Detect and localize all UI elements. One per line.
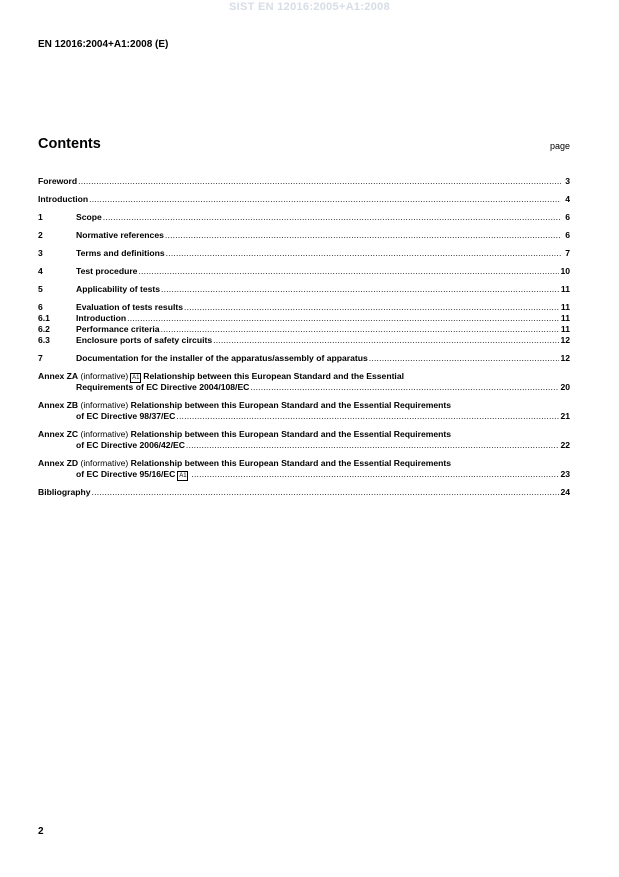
annex-title: Relationship between this European Standard and the Essential Requirements (130, 400, 452, 410)
leader-dots (92, 487, 560, 498)
toc-page: 3 (565, 176, 570, 186)
watermark: SIST EN 12016:2005+A1:2008 (229, 1, 390, 13)
toc-entry-evaluation-of-tests-results[interactable] (38, 302, 570, 313)
annex-prefix: Annex ZB (38, 400, 79, 410)
toc-entry-annex-za[interactable] (38, 371, 570, 393)
toc-entry-enclosure-ports[interactable] (38, 335, 570, 346)
annex-prefix: Annex ZA (38, 371, 79, 381)
toc-entry-applicability-of-tests[interactable] (38, 284, 570, 295)
annex-type: (informative) (80, 458, 129, 468)
annex-type: (informative) (80, 400, 129, 410)
annex-title: Relationship between this European Standard and the Essential (143, 371, 404, 381)
toc-page: 23 (560, 469, 570, 479)
toc-entry-bibliography[interactable] (38, 487, 570, 498)
annex-title: Relationship between this European Standard and the Essential Requirements (130, 429, 452, 439)
amendment-end-marker: A1 (179, 473, 187, 479)
toc-number: 2 (38, 230, 43, 240)
toc-entry-normative-references[interactable] (38, 230, 570, 241)
annex-title: Relationship between this European Standard and the Essential Requirements (130, 458, 452, 468)
toc-label: Terms and definitions (76, 248, 165, 258)
toc-label: Performance criteria (76, 324, 160, 334)
toc-page: 11 (560, 284, 570, 294)
toc-page: 6 (565, 230, 570, 240)
toc-entry-evaluation-group (38, 302, 570, 346)
toc-label: Bibliography (38, 487, 91, 497)
toc-label: Foreword (38, 176, 78, 186)
toc-page: 11 (560, 302, 570, 312)
toc-number: 4 (38, 266, 43, 276)
toc-label: Documentation for the installer of the apparatus/assembly of apparatus (76, 353, 368, 363)
toc-number: 5 (38, 284, 43, 294)
toc-entry-documentation-for-installer[interactable] (38, 353, 570, 364)
leader-dots (184, 302, 560, 313)
toc-entry-introduction-6-1[interactable] (38, 313, 570, 324)
amendment-start-marker: A1 (132, 375, 140, 381)
toc-entry-annex-zb[interactable] (38, 400, 570, 422)
toc-number: 6.2 (38, 324, 50, 334)
toc-entry-test-procedure[interactable] (38, 266, 570, 277)
toc-page: 11 (560, 313, 570, 323)
toc-number: 1 (38, 212, 43, 222)
document-id: EN 12016:2004+A1:2008 (E) (38, 39, 169, 50)
contents-title: Contents (38, 136, 101, 152)
toc-page: 10 (560, 266, 570, 276)
leader-dots (369, 353, 560, 364)
leader-dots (213, 335, 559, 346)
toc-page: 12 (560, 353, 570, 363)
toc-label: Normative references (76, 230, 164, 240)
page-column-label: page (549, 141, 570, 151)
toc-number: 6.1 (38, 313, 50, 323)
toc-label: Introduction (38, 194, 89, 204)
toc-entry-terms-and-definitions[interactable] (38, 248, 570, 259)
leader-dots (161, 324, 560, 335)
toc-entry-scope[interactable] (38, 212, 570, 223)
leader-dots (165, 230, 561, 241)
leader-dots (191, 469, 559, 480)
leader-dots (161, 284, 560, 295)
leader-dots (176, 411, 559, 422)
toc-label: Evaluation of tests results (76, 302, 183, 312)
toc-label: Test procedure (76, 266, 138, 276)
annex-prefix: Annex ZD (38, 458, 79, 468)
toc-page: 6 (565, 212, 570, 222)
toc-entry-foreword[interactable] (38, 176, 570, 187)
toc-label: Introduction (76, 313, 127, 323)
annex-type: (informative) (80, 429, 129, 439)
annex-title-continued: of EC Directive 95/16/EC (76, 469, 176, 479)
toc-page: 12 (560, 335, 570, 345)
toc-page: 24 (560, 487, 570, 497)
leader-dots (250, 382, 559, 393)
table-of-contents (38, 176, 570, 498)
toc-page: 20 (560, 382, 570, 392)
toc-entry-annex-zd[interactable] (38, 458, 570, 480)
page-number: 2 (38, 826, 44, 837)
leader-dots (103, 212, 561, 223)
annex-prefix: Annex ZC (38, 429, 79, 439)
toc-number: 3 (38, 248, 43, 258)
leader-dots (186, 440, 560, 451)
toc-entry-annex-zc[interactable] (38, 429, 570, 451)
toc-label: Scope (76, 212, 102, 222)
leader-dots (166, 248, 561, 259)
toc-entry-performance-criteria[interactable] (38, 324, 570, 335)
toc-number: 7 (38, 353, 43, 363)
toc-number: 6.3 (38, 335, 50, 345)
leader-dots (127, 313, 560, 324)
annex-type: (informative) (80, 371, 129, 381)
toc-page: 22 (560, 440, 570, 450)
annex-title-continued: of EC Directive 2006/42/EC (76, 440, 185, 450)
leader-dots (138, 266, 559, 277)
toc-page: 7 (565, 248, 570, 258)
leader-dots (78, 176, 561, 187)
annex-title-continued: of EC Directive 98/37/EC (76, 411, 176, 421)
toc-label: Applicability of tests (76, 284, 161, 294)
toc-label: Enclosure ports of safety circuits (76, 335, 213, 345)
annex-title-continued: Requirements of EC Directive 2004/108/EC (76, 382, 250, 392)
leader-dots (89, 194, 561, 205)
toc-page: 4 (565, 194, 570, 204)
toc-page: 21 (560, 411, 570, 421)
toc-page: 11 (560, 324, 570, 334)
toc-entry-introduction[interactable] (38, 194, 570, 205)
toc-number: 6 (38, 302, 43, 312)
